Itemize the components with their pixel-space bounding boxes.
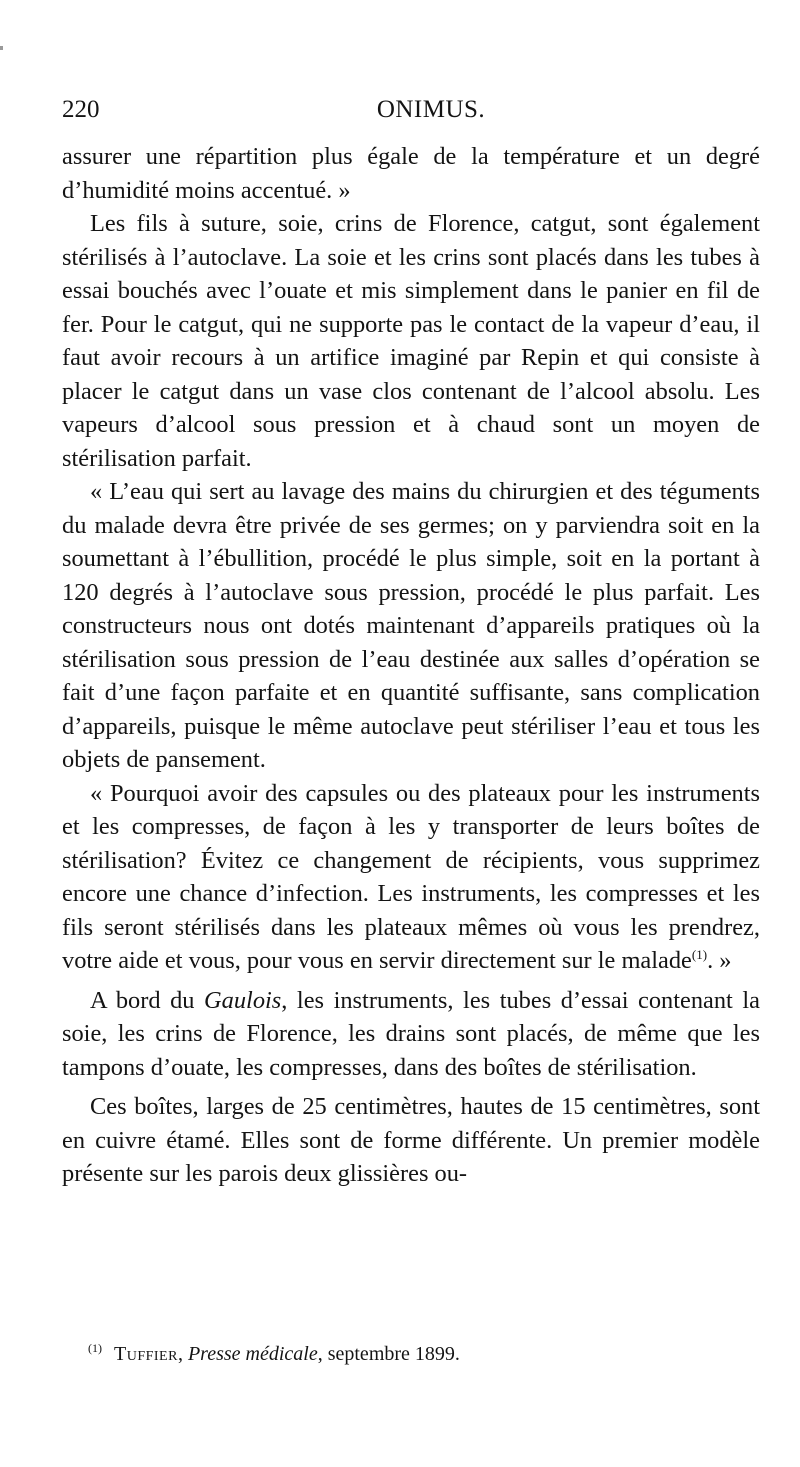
paragraph-gaulois-rest: , les instruments, les tubes d’essai contenant la soie, les crins de Florence, les drains sont placés, de même que les tampons d’ouate, les compresses, dans des boîtes de stérilisation. [62, 986, 760, 1081]
footnote-reference: (1) [691, 947, 708, 962]
quote-close: . » [707, 947, 732, 974]
running-head [62, 96, 760, 130]
scan-speck [0, 46, 3, 50]
footnote-separator: , [177, 1343, 188, 1365]
paragraph-capsules-text: « Pourquoi avoir des capsules ou des plateaux pour les instruments et les compresses, de façon à les y transporter de leurs boîtes de stérilisation? Évitez ce changement de récipients, vous supprimez encore une chance d’infection. Les instruments, les compresses et les fils seront stérilisés dans les plateaux mêmes où vous les prendrez, votre aide et vous, pour vous en servir directement sur le malade [62, 779, 760, 974]
paragraph-continuation: assurer une répartition plus égale de la température et un degré d’humidité moins accentué. » [62, 143, 760, 204]
body-text [62, 140, 760, 1191]
paragraph-sutures: Les fils à suture, soie, crins de Florence, catgut, sont également stérilisés à l’autoclave. La soie et les crins sont placés dans les tubes à essai bouchés avec l’ouate et mis simplement dans le panier en fil de fer. Pour le catgut, qui ne supporte pas le contact de la vapeur d’eau, il faut avoir recours à un artifice imaginé par Repin et qui consiste à placer le catgut dans un vase clos contenant de l’alcool absolu. Les vapeurs d’alcool sous pression et à chaud sont un moyen de stérilisation parfait. [62, 210, 760, 472]
paragraph-boxes: Ces boîtes, larges de 25 centimètres, hautes de 15 centimètres, sont en cuivre étamé. Elles sont de forme différente. Un premier modèle présente sur les parois deux glissières ou- [62, 1093, 760, 1187]
paragraph-gaulois [62, 984, 760, 1085]
page-number: 220 [62, 96, 100, 123]
footnote-author: Tuffier [114, 1343, 178, 1365]
paragraph-gaulois-lead: A bord du [90, 986, 205, 1014]
footnote-date: , septembre 1899. [317, 1343, 460, 1365]
ship-name: Gaulois [204, 986, 282, 1014]
footnote-journal: Presse médicale [187, 1343, 318, 1365]
paragraph-capsules [62, 777, 760, 978]
running-title: ONIMUS. [376, 96, 486, 123]
paragraph-water-sterilization: « L’eau qui sert au lavage des mains du chirurgien et des téguments du malade devra être privée de ses germes; on y parviendra soit en la soumettant à l’ébullition, procédé le plus simple, soit en la portant à 120 degrés à l’autoclave sous pression, procédé le plus parfait. Les constructeurs nous ont dotés maintenant d’appareils pratiques où la stérilisation sous pression de l’eau destinée aux salles d’opération se fait d’une façon parfaite et en quantité suffisante, sans complication d’appareils, puisque le même autoclave peut stériliser l’eau et tous les objets de pansement. [62, 478, 760, 773]
footnote-marker: (1) [88, 1341, 102, 1355]
footnote [88, 1340, 760, 1368]
